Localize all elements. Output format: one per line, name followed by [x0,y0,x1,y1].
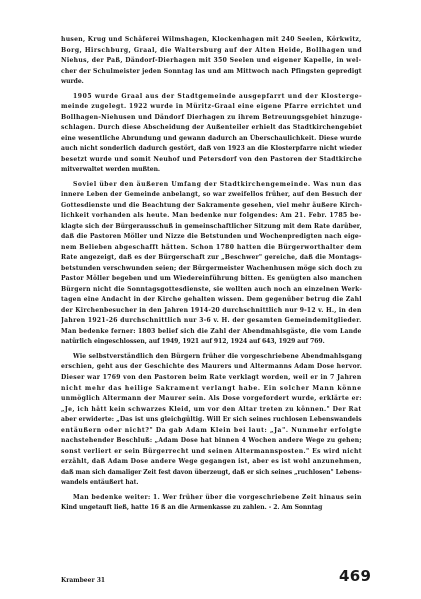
text-line: wurde. [61,78,84,86]
text-line: auch nicht sonderlich dadurch gestört, daß von 1923 an die Klosterpfarre nicht wieder [61,145,362,153]
text-line: erzählt, daß Adam Dose andere Wege gegangen ist, aber es ist wohl anzunehmen, [61,458,362,466]
text-line: klagte sich der Bürgerausschuß in gemeinschaftlicher Sitzung mit dem Rate darüber, [61,222,362,230]
text-line: Wie selbstverständlich den Bürgern früher die vorgeschriebene Abendmahlsgang [73,352,362,360]
text-line: der Kirchenbesucher in den Jahren 1914-20 durchschnittlich nur 9-12 v. H., in den [61,306,362,314]
text-line: nem Belieben abgeschafft hätten. Schon 1780 hatten die Bürgerworthalter dem [61,243,362,251]
text-line: lichkeit vorhanden als heute. Man bedenke nur folgendes: Am 21. Febr. 1785 be- [61,212,362,220]
paragraph [61,180,362,348]
text-line: Kind ungetauft ließ, hatte 16 ß an die Armenkasse zu zahlen. - 2. Am Sonntag [61,504,323,512]
paragraph [61,352,362,489]
text-line: schlagen. Durch diese Abscheidung der Außenteiler erhielt das Stadtkirchengebiet [61,124,362,132]
text-line: husen, Krug und Schäferei Wilmshagen, Klockenhagen mit 240 Seelen, Körkwitz, [61,36,362,43]
text-line: nachstehender Beschluß: „Adam Dose hat binnen 4 Wochen andere Wege zu gehen; [61,437,362,445]
text-line: mitverwaltet werden mußten. [61,166,160,174]
text-line: innere Leben der Gemeinde anbelangt, so war zweifellos früher, auf den Besuch der [61,191,362,199]
text-line: Dieser war 1769 von den Pastoren beim Rate verklagt worden, weil er in 7 Jahren [61,373,362,381]
text-line: Borg, Hirschburg, Graal, die Waltersburg auf der Alten Heide, Bollhagen und [61,46,362,54]
paragraph [61,493,362,514]
paragraph [61,35,362,88]
text-line: Bürgern nicht die Sonntagsgottesdienste, sie wollten auch noch an einzelnen Werk- [61,285,362,293]
body-text [61,35,362,514]
text-line: Man bedenke weiter: 1. Wer früher über die vorgeschriebene Zeit hinaus sein [73,493,362,501]
text-line: Gottesdienste und die Beachtung der Sakramente gesehen, viel mehr äußere Kirch- [61,201,362,209]
text-line: „Je, ich hätt kein schwarzes Kleid, um vor den Altar treten zu können." Der Rat [61,405,362,413]
text-line: daß die Pastoren Möller und Nizze die Betstunden und Wochenpredigten nach eige- [61,233,362,241]
text-line: sonst verliert er sein Bürgerrecht und seinen Altermannsposten." Es wird nicht [61,447,362,455]
text-line: Niehus, der Paß, Dändorf-Dierhagen mit 350 Seelen und eigener Kapelle, in wel- [61,57,362,65]
text-line: Man bedenke ferner: 1803 belief sich die Zahl der Abendmahlsgäste, die vom Lande [61,327,362,335]
text-line: unmöglich Altermann der Maurer sein. Als Dose vorgefordert wurde, erklärte er: [61,395,362,403]
text-line: Jahren 1921-26 durchschnittlich nur 3-6 v. H. der gesamten Gemeindemitglieder. [61,317,362,325]
text-line: nicht mehr das heilige Sakrament verlangt habe. Ein solcher Mann könne [61,384,362,392]
text-line: Soviel über den äußeren Umfang der Stadtkirchengemeinde. Was nun das [73,180,362,188]
text-line: eine wesentliche Abrundung und gewann dadurch an Überschaulichkeit. Diese wurde [61,134,362,142]
text-line: tagen eine Andacht in der Kirche gehalten wissen. Dem gegenüber betrug die Zahl [61,296,362,304]
text-line: aber erwiderte: „Das ist uns gleichgültig. Will Er sich seines ruchlosen Lebenswandels [61,416,362,424]
text-line: besetzt wurde und somit Neuhof und Petersdorf von den Pastoren der Stadtkirche [61,155,362,163]
text-line: erschien, geht aus der Geschichte des Maurers und Altermanns Adam Dose hervor. [61,363,362,371]
text-line: meinde zugelegt. 1922 wurde in Müritz-Graal eine eigene Pfarre errichtet und [61,103,362,111]
text-line: wandels entäußert hat. [61,479,139,487]
page-number: 469 [339,567,372,585]
text-line: Bollhagen-Niehusen und Dändorf Dierhagen zu ihrem Betreuungsgebiet hinzuge- [61,113,362,121]
text-line: Rate angezeigt, daß es der Bürgerschaft zur „Beschwer" gereiche, daß die Montags- [61,254,362,262]
text-line: betstunden verschwunden seien; der Bürgermeister Wachenhusen möge sich doch zu [61,264,362,272]
text-line: natürlich eingeschlossen, auf 1949, 1921 auf 912, 1924 auf 643, 1929 auf 769. [61,338,325,346]
text-line: entäußern oder nicht?" Da gab Adam Klein bei laut: „Ja". Nunmehr erfolgte [61,426,362,434]
printer-signature: Krambeer 31 [61,577,106,584]
text-line: cher der Schulmeister jeden Sonntag las und am Mittwoch nach Pfingsten gepredigt [61,67,362,75]
paragraph [61,92,362,176]
text-line: 1905 wurde Graal aus der Stadtgemeinde ausgepfarrt und der Klosterge- [73,92,362,100]
text-line: daß man sich damaliger Zeit fest davon überzeugt, daß er sich seines „ruchlosen" Lebens- [61,468,362,476]
text-line: Pastor Möller begeben und um Wiedereinführung bitten. Es genügten also manchen [61,275,362,283]
